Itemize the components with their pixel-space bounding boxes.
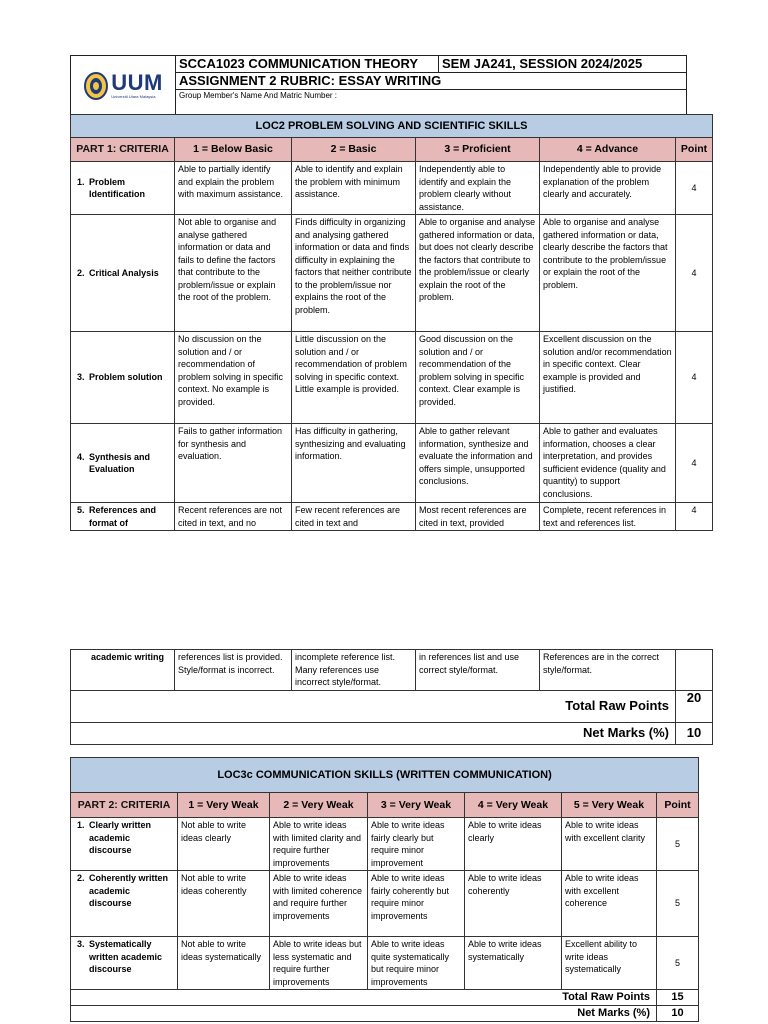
total-raw-points-value: 20 xyxy=(676,690,713,722)
level4-cell: Able to write ideas systematically xyxy=(465,937,562,990)
level4-cell: Complete, recent references in text and references list. xyxy=(540,503,676,531)
level4-cell: Able to write ideas clearly xyxy=(465,818,562,871)
part1-header-point: Point xyxy=(676,138,713,162)
level3-cell: Able to write ideas quite systematically but require minor improvements xyxy=(368,937,465,990)
level3-cell: Able to write ideas fairly clearly but require minor improvement xyxy=(368,818,465,871)
point-cell: 4 xyxy=(676,162,713,215)
criteria-cell: 3. Problem solution xyxy=(71,332,175,424)
criteria-cell: 4. Synthesis and Evaluation xyxy=(71,424,175,503)
level1-cell: Not able to organise and analyse gathered information or data and fails to define the factors that contribute to the problem/issue or explain the root of the problem. xyxy=(175,215,292,332)
criteria-label: Problem solution xyxy=(89,372,163,383)
level2-cell: Finds difficulty in organizing and analysing gathered information or data and finds difficulty in explaining the factors that neither contribute to the problem/issue nor explains the root of the problem. xyxy=(292,215,416,332)
level1-cell: Able to partially identify and explain the problem with maximum assistance. xyxy=(175,162,292,215)
criteria-label: Coherently written academic discourse xyxy=(89,873,169,908)
point-cell: 5 xyxy=(657,818,699,871)
part1-header-level2: 2 = Basic xyxy=(292,138,416,162)
level3-cell: Able to gather relevant information, synthesize and evaluate the information and offers simple, unsupported conclusions. xyxy=(416,424,540,503)
criteria-cell: 3. Systematically written academic discourse xyxy=(71,937,178,990)
level4-cell: Independently able to provide explanation of the problem clearly and accurately. xyxy=(540,162,676,215)
point-cell xyxy=(676,650,713,691)
table-row xyxy=(71,162,713,215)
criteria-cell: 1. Problem Identification xyxy=(71,162,175,215)
part1-header-level4: 4 = Advance xyxy=(540,138,676,162)
net-marks-label: Net Marks (%) xyxy=(71,722,676,744)
table-row xyxy=(71,332,713,424)
level2-cell: Little discussion on the solution and / or recommendation of problem solving in specific context. Little example is provided. xyxy=(292,332,416,424)
level5-cell: Able to write ideas with excellent clarity xyxy=(562,818,657,871)
header-table xyxy=(70,55,687,116)
level1-cell: Recent references are not cited in text, and no xyxy=(175,503,292,531)
total-raw-points-value: 15 xyxy=(657,990,699,1006)
assignment-title: ASSIGNMENT 2 RUBRIC: ESSAY WRITING xyxy=(176,73,687,90)
course-title: SCCA1023 COMMUNICATION THEORY xyxy=(176,56,439,73)
part1-header-level3: 3 = Proficient xyxy=(416,138,540,162)
level2-cell: incomplete reference list. Many references use incorrect style/format. xyxy=(292,650,416,691)
total-raw-points-label: Total Raw Points xyxy=(71,990,657,1006)
criteria-label: Clearly written academic discourse xyxy=(89,820,152,855)
criteria-cell: 2. Coherently written academic discourse xyxy=(71,871,178,937)
level1-cell: Not able to write ideas coherently xyxy=(178,871,270,937)
criteria-cell: academic writing xyxy=(71,650,175,691)
table-row xyxy=(71,818,699,871)
logo-subtext: Universiti Utara Malaysia xyxy=(111,94,156,99)
level3-cell: Good discussion on the solution and / or recommendation of the problem solving in specific context. Clear example is provided. xyxy=(416,332,540,424)
level1-cell: Fails to gather information for synthesis and evaluation. xyxy=(175,424,292,503)
level2-cell: Able to identify and explain the problem with minimum assistance. xyxy=(292,162,416,215)
level1-cell: references list is provided. Style/format is incorrect. xyxy=(175,650,292,691)
level2-cell: Has difficulty in gathering, synthesizing and evaluating information. xyxy=(292,424,416,503)
uum-crest-icon xyxy=(83,71,109,101)
table-row xyxy=(71,503,713,531)
table-row xyxy=(71,871,699,937)
level2-cell: Able to write ideas with limited coherence and require further improvements xyxy=(270,871,368,937)
criteria-label: Critical Analysis xyxy=(89,267,159,278)
point-cell: 5 xyxy=(657,937,699,990)
criteria-label: Systematically written academic discourse xyxy=(89,939,163,974)
table-row xyxy=(71,650,713,691)
point-cell: 5 xyxy=(657,871,699,937)
part2-rubric-table xyxy=(70,757,699,1022)
part2-header-point: Point xyxy=(657,793,699,818)
level3-cell: in references list and use correct style/format. xyxy=(416,650,540,691)
criteria-cell: 1. Clearly written academic discourse xyxy=(71,818,178,871)
part2-header-level2: 2 = Very Weak xyxy=(270,793,368,818)
net-marks-label: Net Marks (%) xyxy=(71,1006,657,1022)
level1-cell: Not able to write ideas systematically xyxy=(178,937,270,990)
criteria-label: References and format of xyxy=(89,505,157,528)
part1-header-criteria: PART 1: CRITERIA xyxy=(71,138,175,162)
level5-cell: Excellent ability to write ideas systematically xyxy=(562,937,657,990)
level2-cell: Able to write ideas with limited clarity and require further improvements xyxy=(270,818,368,871)
criteria-label: Synthesis and Evaluation xyxy=(89,451,151,474)
level3-cell: Most recent references are cited in text, provided xyxy=(416,503,540,531)
table-row xyxy=(71,937,699,990)
level5-cell: Able to write ideas with excellent coherence xyxy=(562,871,657,937)
criteria-cell: 5. References and format of xyxy=(71,503,175,531)
level4-cell: Able to write ideas coherently xyxy=(465,871,562,937)
level1-cell: No discussion on the solution and / or recommendation of problem solving in specific context. No example is provided. xyxy=(175,332,292,424)
logo xyxy=(71,56,176,116)
point-cell: 4 xyxy=(676,215,713,332)
level4-cell: Able to gather and evaluates information, chooses a clear interpretation, and provides sufficient evidence (quality and quantity) to support conclusions. xyxy=(540,424,676,503)
part1-continued-table xyxy=(70,649,713,745)
part1-rubric-table xyxy=(70,114,713,531)
logo-text: UUM xyxy=(111,70,163,95)
level4-cell: References are in the correct style/format. xyxy=(540,650,676,691)
part2-header-level1: 1 = Very Weak xyxy=(178,793,270,818)
total-raw-points-label: Total Raw Points xyxy=(71,690,676,722)
level1-cell: Not able to write ideas clearly xyxy=(178,818,270,871)
level3-cell: Independently able to identify and explain the problem clearly without assistance. xyxy=(416,162,540,215)
point-cell: 4 xyxy=(676,332,713,424)
part2-header-level4: 4 = Very Weak xyxy=(465,793,562,818)
group-member-field[interactable]: Group Member's Name And Matric Number : xyxy=(176,90,687,116)
semester-title: SEM JA241, SESSION 2024/2025 xyxy=(439,56,687,73)
part1-section-title: LOC2 PROBLEM SOLVING AND SCIENTIFIC SKILLS xyxy=(71,115,713,138)
criteria-cell: 2. Critical Analysis xyxy=(71,215,175,332)
level3-cell: Able to organise and analyse gathered information or data, but does not clearly describe the factors that contribute to the problem/issue or clearly explain the root of the problem. xyxy=(416,215,540,332)
net-marks-value: 10 xyxy=(676,722,713,744)
level4-cell: Excellent discussion on the solution and/or recommendation in specific context. Clear example is provided and justified. xyxy=(540,332,676,424)
level2-cell: Able to write ideas but less systematic and require further improvements xyxy=(270,937,368,990)
level2-cell: Few recent references are cited in text and xyxy=(292,503,416,531)
part1-header-level1: 1 = Below Basic xyxy=(175,138,292,162)
level3-cell: Able to write ideas fairly coherently but require minor improvements xyxy=(368,871,465,937)
table-row xyxy=(71,424,713,503)
level4-cell: Able to organise and analyse gathered information or data, clearly describe the factors that contribute to the problem/issue or explain the root of the problem. xyxy=(540,215,676,332)
table-row xyxy=(71,215,713,332)
criteria-label: Problem Identification xyxy=(89,176,145,199)
part2-header-level5: 5 = Very Weak xyxy=(562,793,657,818)
net-marks-value: 10 xyxy=(657,1006,699,1022)
part2-header-level3: 3 = Very Weak xyxy=(368,793,465,818)
point-cell: 4 xyxy=(676,424,713,503)
point-cell: 4 xyxy=(676,503,713,531)
part2-section-title: LOC3c COMMUNICATION SKILLS (WRITTEN COMMUNICATION) xyxy=(71,758,699,793)
part2-header-criteria: PART 2: CRITERIA xyxy=(71,793,178,818)
